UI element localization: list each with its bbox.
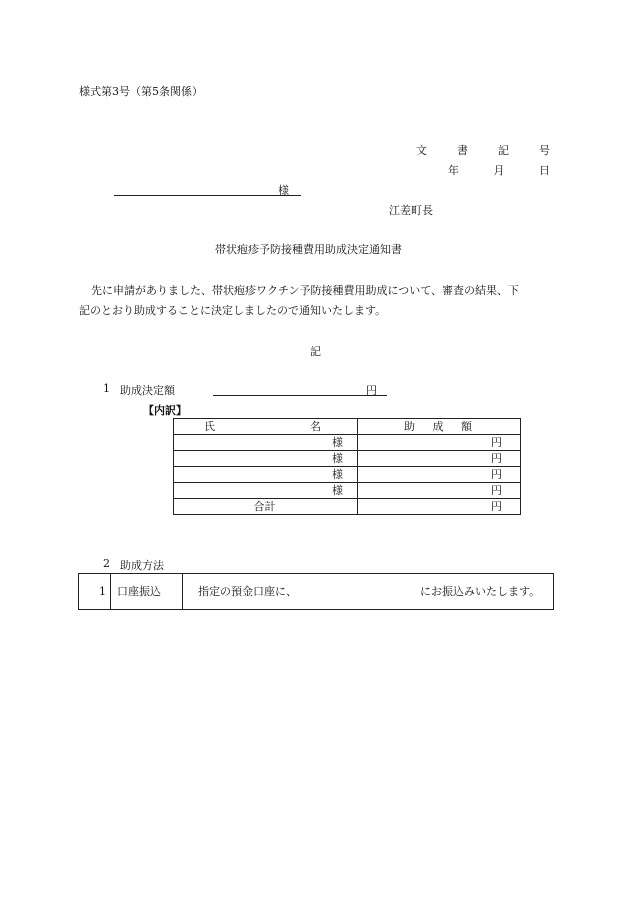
amount-header-char: 成 — [432, 420, 444, 433]
doc-no-char: 記 — [498, 144, 509, 157]
date-char-month: 月 — [493, 164, 505, 177]
name-header-char: 氏 — [204, 420, 215, 433]
breakdown-table — [173, 418, 521, 515]
section1-number: 1 — [103, 382, 110, 395]
amount-header-char: 助 — [404, 420, 415, 433]
recipient-name-cell[interactable]: 様 — [174, 435, 358, 451]
method-row-number: 1 — [99, 585, 106, 598]
amount-header — [358, 419, 521, 435]
total-label: 合計 — [174, 499, 358, 515]
payment-method-box — [78, 573, 554, 610]
breakdown-label: 【内訳】 — [143, 404, 187, 417]
grant-amount-unit: 円 — [366, 384, 377, 397]
method-text-left: 指定の預金口座に、 — [198, 585, 297, 598]
document-number — [416, 142, 550, 158]
table-header-row — [174, 419, 521, 435]
document-title: 帯状疱疹予防接種費用助成決定通知書 — [215, 243, 402, 256]
name-header — [174, 419, 358, 435]
recipient-amount-cell[interactable]: 円 — [358, 483, 521, 499]
recipient-name-cell[interactable]: 様 — [174, 451, 358, 467]
doc-no-char: 文 — [416, 144, 427, 157]
section1-label: 助成決定額 — [120, 384, 175, 397]
total-row — [174, 499, 521, 515]
date-char-day: 日 — [539, 164, 550, 177]
ki-heading: 記 — [310, 345, 321, 358]
table-row — [174, 483, 521, 499]
recipient-amount-cell[interactable]: 円 — [358, 435, 521, 451]
issuer: 江差町長 — [389, 204, 433, 217]
recipient-name-cell[interactable]: 様 — [174, 467, 358, 483]
method-label: 口座振込 — [117, 585, 161, 598]
name-header-char: 名 — [310, 420, 321, 433]
table-row — [174, 435, 521, 451]
section2-number: 2 — [103, 557, 110, 570]
amount-header-char: 額 — [461, 420, 472, 433]
recipient-amount-cell[interactable]: 円 — [358, 451, 521, 467]
body-text-line1: 先に申請がありました、帯状疱疹ワクチン予防接種費用助成について、審査の結果、下 — [91, 284, 520, 297]
recipient-name-cell[interactable]: 様 — [174, 483, 358, 499]
total-amount-cell[interactable]: 円 — [358, 499, 521, 515]
recipient-name-line — [114, 195, 301, 196]
date-char-year: 年 — [448, 164, 459, 177]
section2-label: 助成方法 — [120, 559, 164, 572]
doc-no-char: 号 — [539, 144, 550, 157]
issue-date — [448, 162, 550, 178]
doc-no-char: 書 — [457, 144, 468, 157]
method-text-right: にお振込みいたします。 — [420, 585, 541, 598]
grant-amount-line — [213, 395, 387, 396]
recipient-suffix: 様 — [278, 184, 289, 197]
divider — [110, 574, 111, 609]
form-number: 様式第3号（第5条関係） — [79, 85, 203, 98]
table-row — [174, 467, 521, 483]
table-row — [174, 451, 521, 467]
body-text-line2: 記のとおり助成することに決定しましたので通知いたします。 — [79, 304, 387, 317]
divider — [182, 574, 183, 609]
recipient-amount-cell[interactable]: 円 — [358, 467, 521, 483]
